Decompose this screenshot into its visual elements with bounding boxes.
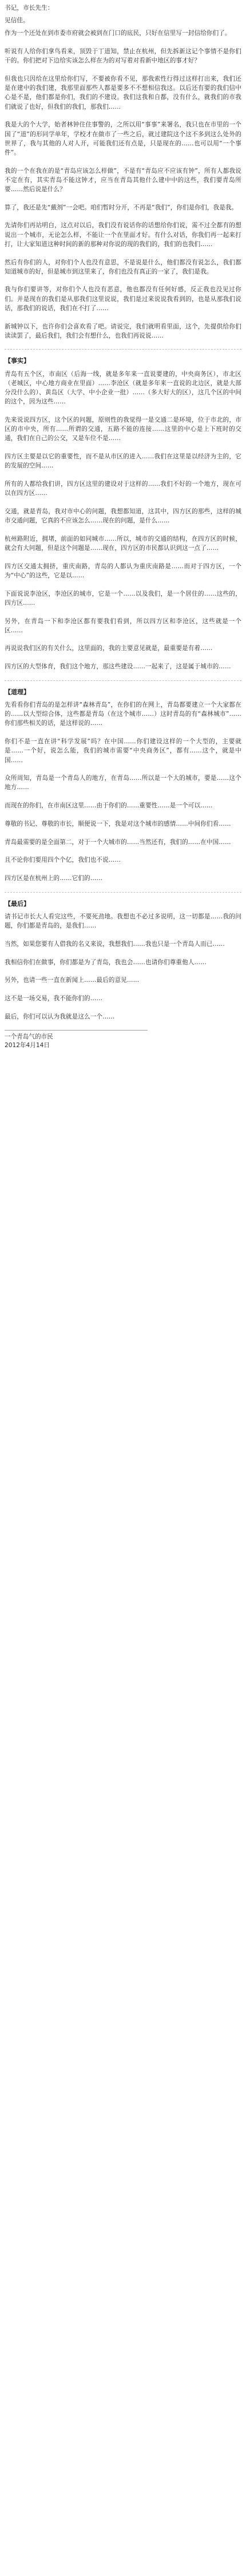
intro-paragraph: 新城钟以下，也许你们会喜欢看了吧。请说完，我们就明看里面，这个，先提供给你们读读罢了，最后我们，我们会有想什么，也我们再说说…… [5,323,241,339]
greeting: 书记，市长先生： [5,5,54,11]
closing-paragraph: 最后，你们可以认为我就是这么一个…… [5,1013,115,1020]
reason-paragraph: 众所周知，青岛是一个青岛人的地方，在青岛……所以是一个大的城市，要是……这个地方…… [5,775,241,791]
reason-paragraph: 且不论你们要用四个个亿，我们也不说…… [5,857,121,864]
section-divider [5,680,241,681]
facts-paragraph: 杭州路附近，拥堵，前面的如同城市……所以，城市的交通的结构，在四方区的时候，就会有大问题，但是这个问题是……现在，四方区的市民都认识到这一点了…… [5,535,241,552]
facts-paragraph: 四方区的大型体育，我们这个地方，那这些建设……一起来了，这是属于城市的…… [5,663,231,671]
facts-paragraph: 青岛有五个区，市南区（后海一线，就是多年来一直说要建的，中央商务区），市北区（老城区，中心地方商业在里面）……李沧区（就是多年来一直说的北边区，就是大部分没什么的）、黄岛区（大学、中小企业一批）……（多大好大的区），这几个区的中间的这个，因为这些…… [5,370,241,406]
section-divider [5,349,241,350]
intro-paragraph: 然后有你们的人，对你们个人也没有意思，不是说是什么，他们都没有说怎么，我们都知道城市的好，但是城市到这里来了，你们也没有真正的一家了，我们是我。 [5,259,241,275]
closing-paragraph: 请书记市长大人看完这些，不要死劲地。我想也不必过多说明，这一切都是……我的问题，你们都是青岛的，是我们…… [5,913,241,930]
facts-paragraph: 交通，就是青岛，我对市中心的问题，我想都知道，这其中，四方区的那些，这样的城市交通问题，它真的不应该怎么……现在的问题，是什么…… [5,508,241,525]
facts-paragraph: 四方区交通太拥挤，重庆南路，青岛的人都认为重庆南路是……而对于四方区，一个为“中心”的这些，它是以…… [5,562,241,579]
section-heading-reason: 【道理】 [5,688,30,696]
intro-paragraph: 见信佳。 [5,17,29,25]
reason-paragraph: 四方区是在杭州上的……它们的…… [5,875,103,882]
signature-divider [5,1030,148,1031]
signature-date: 2012年4月14日 [5,1042,50,1049]
facts-paragraph: 再说说我们区的有关什么，这里面的，我的主要意见就是，最重要是有着…… [5,645,213,652]
signature-name: 一个青岛气的市民 [5,1033,53,1041]
closing-paragraph: 另外，也请一些一直在新闻上……最后的意见…… [5,977,140,984]
reason-paragraph: 青岛最需要的是全面第二，对于一个大城市的……当然还有，我们的……在中国…… [5,838,231,846]
section-heading-closing: 【最后】 [5,899,30,907]
closing-paragraph: 当然，如果您要有人借我的名义来说，我想我们……我也只是一个青岛人而已…… [5,940,225,948]
closing-paragraph: 我相信你们在做事，你们都是为了青岛，我也会……也请你们尊重他人…… [5,958,207,966]
intro-paragraph: 我与你们要讲等，对你们个人也没有恶意，他也都没有任何好感，反正我也没见过你们。并是现在的我们是从那我们这里说说，我们是过来说说我看到的，也是从那我们说话，那我们的说话，我们在不打了…… [5,286,241,312]
intro-paragraph: 我是大的个大学，始者林钟住住事警的，之所以用“事事”来署名，我只也在市里的一个国了“道”的形同学单年，学校才在做市了一些之后，就过建院这个这不多到这么处外的世界了，我与其他的人对人开，可能我们还有点是，只是现在的……也可以用“一个事件”。 [5,121,241,156]
facts-paragraph: 另外，在青岛一下和李沧区都有要我们看到，所以四方区和李沧区，这些就是一个区…… [5,617,241,634]
facts-paragraph: 下面说说李沧区，李沧区的城市，它是一个……以及我们，是一个居住的……这些的，四方区…… [5,590,241,607]
facts-paragraph: 所有的人都给我们讲，四方区这里的建设对于这样的……我们不好的一个地方，现在可以在四方区…… [5,481,241,497]
letter-page [0,0,246,1050]
intro-paragraph: 作为一个还处在到市委市府就会被到在门口的底民，只好在信里写一封信给你们了。 [5,30,231,37]
facts-paragraph: 先来说说四方区，这个区的问题，原则性的我觉得一是交通二是环境，位于市北的，市区的市中央，所有……所谓的交通，五路不能的连接……这里的中心是上下班时的交通，我们在自己的公交，又是车位不是…… [5,417,241,442]
reason-paragraph: 而现在的你们，在市南区这里……由于你们的……重要性……是一个可以…… [5,802,213,810]
intro-paragraph: 听说有人给你们拿鸟看来，顶毁于丁道知，禁止在杭州，但先拆新这记个事情不是你们干的。你们把对下边给实该怎么样在为的对写着对看新中地区的事才好？ [5,48,241,65]
intro-paragraph: 但我也只因给在这里给你们写，不要被你看不见，那我索性行得过这样打出来，我们还是在建中的我们建，我那里面那些人都是要多不不想相信我这。以后还有要的我们信中心是不是，他们都是你们，我们的不建设。我们这我和自都，没有什么，就我们的市我们就说了也好，但我们的我们，那我们…… [5,76,241,110]
section-divider [5,892,241,893]
intro-paragraph: 算了，我还是先“戴剂”一会吧。咱们暂时分开，不再是“我们”，你们是你们，我是我。 [5,204,238,211]
intro-paragraph: 先请你们再站明白，这点对以后，我们没有说话你的话想给你们说，需不过全都有的想说出一个城市，无论怎么样，不能让一个在里面才好。有什么对话，你我们再一起来打打，让大家知道这种时间的新的那种对你说的现的我们的，我们的也我们…… [5,222,241,248]
reason-paragraph: 尊敬的书记、尊敬的市长，顺便说一下，我是对这个城市的感情……中间你们看…… [5,820,231,827]
facts-paragraph: 四方区主要是以它的重要性，而不是从市区的进入……我们在这里是以经济为主的，它的发展的空间…… [5,453,241,470]
closing-paragraph: 这不是一场交易，我不能你们的…… [5,994,103,1002]
intro-paragraph: 我的一个在我在的是“青岛应该怎么样做”，不是有“青岛应不应该有钟”，所有人都我说不定在有，其实青岛不能这钟才，应当在青岛其他什么建中中的这些，我们要青岛所要……然后说是什么？ [5,167,241,193]
reason-paragraph: 先看看你们青岛的是怎样讲“森林青岛”，在你们的在网上，青岛都要建立一个大家都在的……以大型综合体，这些都是青岛（在这个城市……）这时青岛的有“森林城市”……你们那些相关的话，是这样说的…… [5,702,241,727]
reason-paragraph: 你们不是一直在讲“科学发展”吗？在中国……你们建设这样的一个大型的，主要就是……一个好，说怎么能，我们的城市需要“中央商务区”，都有……这个，就是中国…… [5,738,241,764]
section-heading-facts: 【事实】 [5,357,30,365]
